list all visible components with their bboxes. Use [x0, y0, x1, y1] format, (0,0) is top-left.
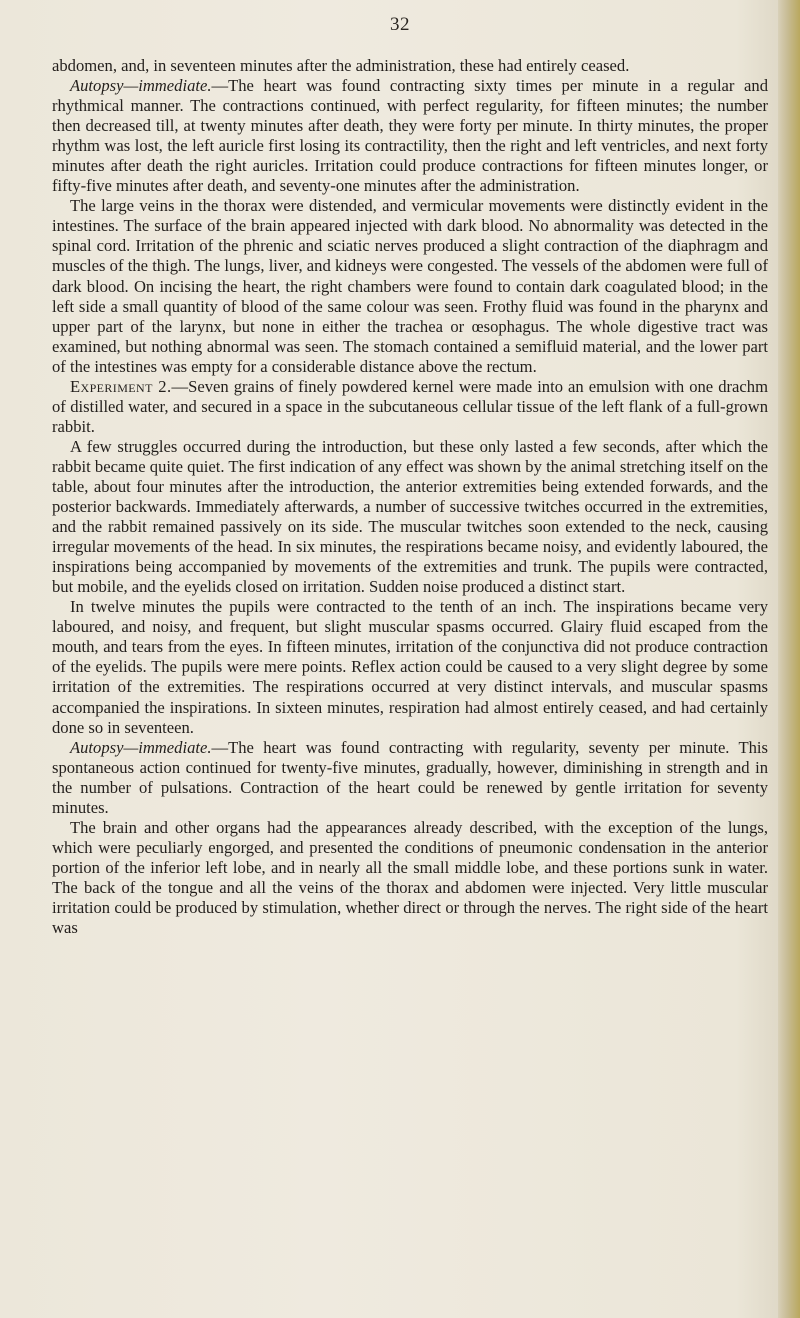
page-edge: [778, 0, 800, 1318]
paragraph-6: [52, 597, 768, 737]
paragraph-3-text: The large veins in the thorax were distended, and vermicular movements were distinctly evident in the intestines. The surface of the brain appeared injected with dark blood. No abnormality was detected in the spinal cord. Irritation of the phrenic and sciatic nerves produced a slight contraction of the diaphragm and muscles of the thigh. The lungs, liver, and kidneys were congested. The vessels of the abdomen were full of dark blood. On incising the heart, the right chambers were found to contain dark coagulated blood; in the left side a small quantity of blood of the same colour was seen. Frothy fluid was found in the pharynx and upper part of the larynx, but none in either the trachea or œsophagus. The whole digestive tract was examined, but nothing abnormal was seen. The stomach contained a semifluid material, and the lower part of the intestines was empty for a considerable distance above the rectum.: [52, 196, 768, 376]
paragraph-1-text: abdomen, and, in seventeen minutes after the administration, these had entirely ceased.: [52, 56, 630, 75]
paragraph-5-text: A few struggles occurred during the introduction, but these only lasted a few seconds, after which the rabbit became quite quiet. The first indication of any effect was shown by the animal stretching itself on the table, about four minutes after the introduction, the anterior extremities being extended forwards, and the posterior backwards. Immediately afterwards, a number of successive twitches occurred in the extremities, and the rabbit remained passively on its side. The muscular twitches soon extended to the neck, causing irregular movements of the head. In six minutes, the respirations became noisy, and evidently laboured, the inspirations being accompanied by movements of the extremities and trunk. The pupils were contracted, but mobile, and the eyelids closed on irritation. Sudden noise produced a distinct start.: [52, 436, 768, 597]
paragraph-7-text: —The heart was found contracting with regularity, seventy per minute. This spontaneous action continued for twenty-five minutes, gradually, however, diminishing in strength and in the number of pulsations. Contraction of the heart could be renewed by gentle irritation for seventy minutes.: [52, 737, 768, 817]
paragraph-1: [52, 56, 768, 76]
paragraph-5: [52, 437, 768, 597]
paragraph-2: [52, 76, 768, 196]
paragraph-2-text: —The heart was found contracting sixty times per minute in a regular and rhythmical manner. The contractions continued, with perfect regularity, for fifteen minutes; the number then decreased till, at twenty minutes after death, they were forty per minute. In thirty minutes, the proper rhythm was lost, the left auricle first losing its contractility, then the right and left ventricles, and next forty minutes after death the right auricles. Irritation could produce contractions for fifteen minutes longer, or fifty-five minutes after death, and seventy-one minutes after the administration.: [52, 76, 768, 196]
body-text: [52, 56, 768, 938]
paragraph-7: [52, 738, 768, 818]
paragraph-3: [52, 196, 768, 376]
paragraph-2-lead: Autopsy—immediate.: [70, 76, 212, 96]
paragraph-4: [52, 377, 768, 437]
paragraph-6-text: In twelve minutes the pupils were contracted to the tenth of an inch. The inspirations became very laboured, and noisy, and frequent, but slight muscular spasms occurred. Glairy fluid escaped from the mouth, and tears from the eyes. In fifteen minutes, irritation of the conjunctiva did not produce contraction of the eyelids. The pupils were mere points. Reflex action could be caused to a very slight degree by some irritation of the extremities. The respirations occurred at very distinct intervals, and muscular spasms accompanied the inspirations. In sixteen minutes, respiration had almost entirely ceased, and had certainly done so in seventeen.: [52, 597, 768, 737]
paragraph-4-lead: Experiment 2.: [70, 376, 172, 396]
paragraph-4-text: —Seven grains of finely powdered kernel were made into an emulsion with one drachm of distilled water, and secured in a space in the subcutaneous cellular tissue of the left flank of a full-grown rabbit.: [52, 376, 768, 436]
paragraph-8-text: The brain and other organs had the appearances already described, with the exception of the lungs, which were peculiarly engorged, and presented the conditions of pneumonic condensation in the anterior portion of the inferior left lobe, and in nearly all the small middle lobe, and these portions sunk in water. The back of the tongue and all the veins of the thorax and abdomen were injected. Very little muscular irritation could be produced by stimulation, whether direct or through the nerves. The right side of the heart was: [52, 817, 768, 938]
page-number: 32: [390, 14, 410, 35]
paragraph-8: [52, 818, 768, 938]
paragraph-7-lead: Autopsy—immediate.: [70, 737, 212, 757]
